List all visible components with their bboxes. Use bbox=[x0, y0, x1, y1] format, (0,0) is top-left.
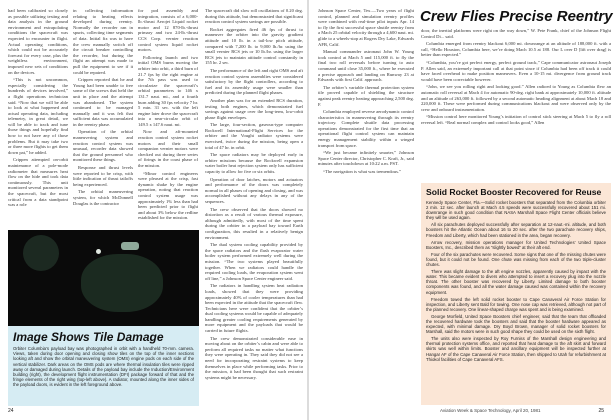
paragraph: “The navigation is what was tremendous.” bbox=[323, 169, 402, 175]
paragraph: The crew demonstrated considerable ease in moving about on the orbiter’s cabin and were able to perform all required tasks no matter what functions they were operating in. They said they did not see a need for incorporating restraint systems to keep themselves in place while performing tasks. Prior to the mission, it had been thought that such restraint systems might be necessary. bbox=[205, 335, 303, 380]
paragraph: The spacecraft did slow roll oscillations of 0.20 deg. during this attitude, but demonstrated that significant reaction control system savings are possible. bbox=[205, 8, 303, 25]
paragraph: The radiators in handling system heat radiation loads, showed that they were providing approximately 40% of cooler temperatures than had been expected in the attitude that the spacecraft flew. Technicians here were confident that the orbiter’s dual cooling systems would be capable of adequately handling greater cooling requirements generated by more equipment and the payloads that would be carried in future flights. bbox=[205, 283, 303, 334]
paragraph: Operation of door latches, motors and actuators and performance of the doors was completely normal in all phases of opening and closing, and was accomplished without any delays in any of the sequences. bbox=[205, 176, 303, 204]
paragraph: Kennedy Space Center, Fla.—Solid rocket boosters that separated from the Columbia orbiter 2 min. 12 sec. after launch at Mach 4.5 speeds were successfully recovered about 151 mi. downrange in such good condition that NASA Marshall Space Flight Center officials believe they will be used again. bbox=[426, 200, 606, 221]
paragraph: Four of the six parachutes were recovered. Some signs that one of the missing chutes were found, but it could not be found. One chute was missing from each of the two triple-cluster chutes. bbox=[426, 251, 606, 268]
paragraph: The units also were inspected by Roy Furniss of the Marshall design engineering and thermal protection systems office, and reported that heat damage to the aft skirt and forward skirts was well within limits. Booster and ancillary equipment will be inspected further at Hangar AF of the Cape Canaveral Air Force Station, then shipped to Utah for refurbishment at Thiokol facilities of Cape Canaveral AFS. bbox=[426, 336, 606, 362]
paragraph: Arrow recovery, mission operations manager for United Technologies’ United Space Boosters, Inc., described them as “slightly bowed” at their aft end. bbox=[426, 239, 606, 250]
paragraph: “John, we see you rolling right and looking good.” Allen radioed to Young as Columbia flew an automatic roll reversal at Mach 4 for automatic 90-deg. right bank at approximately 10,000 ft. altitude and an altitude of 263,000 ft. followed by a second automatic heading alignment at about Mach 18 and 220,000 ft. These were performed during communications blackout and were observed only by the crew and onboard instrumentation. bbox=[421, 84, 611, 112]
left-column-2 bbox=[73, 8, 133, 224]
photo-highlight bbox=[121, 242, 139, 250]
payload-bay-photo bbox=[8, 230, 199, 326]
paragraph: Now and aft-mounted reaction control system rocket motors and their small companion vernier motors were checked out during three series of firings in the coast phase of the mission. bbox=[138, 129, 198, 169]
paragraph: “Minor control engineers were pleased at the crisp, fast dynamic shake by the engine operation, noting that reaction control system usage was approximately 1% less than had been predicted prior to flight and about 3% below the redline established for the mission. bbox=[138, 170, 198, 221]
paragraph: Response and thrust levels were reported to be crisp, with little indication of thrust tailoffs being experienced. bbox=[73, 165, 133, 187]
photo-light-spot bbox=[96, 249, 101, 254]
sidebar-title: Solid Rocket Booster Recovered for Reuse bbox=[426, 187, 602, 197]
paragraph: door, the inertial platforms were right on the way down,” W. Pete Frank, chief of the Johnson Flight Control Di... said. bbox=[421, 28, 611, 39]
sidebar-body bbox=[426, 200, 606, 362]
paragraph: George Morfield, United Space Boosters chief engineer, said that the team that offloaded the recovered hardware took the boosters and said that the booster hardware appeared as expected, with minimal damage. Dry Boyd Brown, manager of solid rocket boosters for Marshall, said the motors were in such good shape they could be used on the sixth flight. bbox=[426, 313, 606, 335]
figure-caption-box bbox=[8, 326, 199, 406]
photo-shadow bbox=[23, 235, 59, 271]
paragraph: The large, four-section, gaseous-type computer Rockwell International-Flight Services for the orbiter and the Vought radiator systems were exercised, twice during the mission, being open a total of 47 hr. in orbit. bbox=[205, 122, 303, 150]
paragraph: There was slight damage to the aft engine nozzles, apparently caused by impact with the water. This became evident to divers who attempted to insert a recovery plug into the nozzle throat. The other booster was recovered by Liberty. Limited damage to both booster components was found, and all the water damage caused was contained within the recovery equipment. bbox=[426, 269, 606, 295]
paragraph: Rocket aggregates fired 46 fps of thrust to maneuver the orbiter into the gravity gradient attitude and 10 lb. in a tail-low pitch attitude, compared with 7,200 lb. to 9,000 lb./hr. using the small vernier RCS jets or 10 lb./hr. using the larger RCS jets to maintain attitude control constantly in 155 hr. 2 sec. bbox=[205, 26, 303, 66]
paragraph: Columbia emerged from reentry blackout 6,000 mi. downrange at an altitude of 188,000 ft. with a call, “Hello Houston, Columbia here, we’re doing Mach 10.5 at 188. Our L over D [lift over drag] is better than expected.” bbox=[421, 41, 611, 58]
paragraph: Crippen reported that he and Young had been unable to free some of the screws that held the unit in place and the attempt was abandoned. The system continued to be managed manually and it was felt that sufficient data was accumulated in the reentry phase. bbox=[73, 77, 133, 127]
paragraph: “Mission control here monitored Young’s initiation of control stick steering at Mach 5 to fly a roll reversal left. “Real normal complex and control looks good,” Allen bbox=[421, 114, 611, 125]
paragraph: Crippen attempted on-orbit maintenance of a pole-mode radiometer that measures heat flow on the hide and took data continuously. This unit monitored several parameters in the spacecraft, but the most critical from a data standpoint was a role bbox=[8, 157, 68, 208]
right-column-1 bbox=[318, 8, 414, 404]
paragraph: Manual commander astronaut John W. Young took control at Mach 5 and 115,000 ft. to fly the final two roll reversals before turning to auto command until close 35,000 ft., where he executed a precise approach and landing on Runway 23 at Edwards with first Calif. approach. bbox=[318, 49, 414, 83]
right-page-number: 25 bbox=[598, 408, 604, 414]
paragraph: “This is not uncommon, especially considering the hundreds of devices involved,” a flight operations technician said. “Now that we will be able to look at what happened and actual operating data, including telemetry, in great detail, we will be able to track and tune those things and hopefully find how to not have any of those problems. But it may take two or three more flights to get them down pat,” he added. bbox=[8, 77, 68, 155]
paragraph: had been calibrated so closely as possible utilizing testing and data analysis in the ground environment and extrapolating conditions the spacecraft was expected to encounter in flight. Actual operating conditions, which could not be accurately forecast for every case, plus the weightless environment, imposed new sets of conditions on the devices. bbox=[8, 8, 68, 75]
paragraph: The crew observed that the doors showed no distortion as a result of various thermal exposure, although admittedly, with most of the time spent during the orbiter in a payload bay toward Earth configuration, this resulted in a relatively benign environment. bbox=[205, 206, 303, 240]
paragraph: The orbital maneuvering system, for which McDonnell Douglas is the contractor bbox=[73, 189, 133, 206]
photo-payload-bay bbox=[81, 254, 163, 312]
paragraph: Johnson Space Center, Tex.—Two years of flight control, planned and simulation reentry profiles were combined with real-time pilot inputs Apr. 14 to fly the first successful space shuttle reentry from a Mach 25 orbital velocity through a 4,600 naut. mi. glide to a wheels-stop at Rogers Dry Lake, Edwards AFB, Calif. bbox=[318, 8, 414, 47]
paragraph: for pod assembly and integration, consists of a 6,000-lb.-thrust Aerojet Liquid rocket motor and 12 870-lb.-thrust primary and two 24-lb.-thrust CCS Corp. vernier reaction control system liquid rocket motors. bbox=[138, 8, 198, 53]
left-column-3 bbox=[138, 8, 198, 224]
paragraph: The space radiators may be deployed early in orbiter missions because the Rockwell expansion water boiler heat rejection system only has sufficient capacity to allow for five or six orbits. bbox=[205, 152, 303, 175]
paragraph bbox=[138, 223, 198, 224]
left-column-4 bbox=[205, 8, 303, 404]
publication-footline: Aviation Week & Space Technology, April 20, 1981 bbox=[440, 408, 541, 413]
figure-caption: Orbiter Columbia’s payload bay was photographed in orbit with a handheld 70-mm. camera. Views, taken during door opening and closing show tiles on the top of the inner sections looking aft and show the orbital maneuvering system (OMS) engine pods on each side of the vertical stabilizer. Dark areas on the OMS pods are where thermal insulation tiles were ripped away or damaged during launch. Details of the payload bay include the Induction/Environment building (right), the development flight instrumentation (DFI) package forward of that and the fringe elements of the right wing (top-left above). A radiator, mounted along the inner sides of the payload doors, is evident in the left foreground above. bbox=[13, 346, 194, 388]
paragraph: “We just became infinitely smarter,” Johnson Space Center director, Christopher C. Kraft, Jr., said minutes after touchdown at 10:22 a.m. PST. bbox=[318, 150, 414, 167]
sidebar-box bbox=[421, 183, 611, 405]
page-gutter bbox=[307, 0, 309, 420]
paragraph: The performance of the left and right OMS and aft reaction control system assemblies were considered satisfactory by the flight controllers, according to fuel and its assembly usage were smaller than predicted during the planned flight phases. bbox=[205, 67, 303, 96]
left-page-number: 24 bbox=[8, 408, 14, 414]
paragraph: “Columbia, you’re got perfect energy, perfect ground track,” Cape communicator astronaut Joseph P. Allen said, an extremely important call at that point since if Columbia had been off track it could have faced overhead to make position maneuvers. Even a 10-15 mi. divergence from ground track would have been correctable however. bbox=[421, 59, 611, 82]
paragraph: The dual system cooling capability provided by the space radiators and the flash evaporator water boiler system performed extremely well during the mission. “The two systems played beautifully together. When we radiators could handle the required cooling loads, the evaporation system went off line,” a Johnson Space Center engineer said. bbox=[205, 242, 303, 281]
left-column-1 bbox=[8, 8, 68, 224]
paragraph: All six parachutes deployed successfully after separation at 12-naut.-mi. altitude, and both boosters hit the Atlantic Ocean about 16 to 20 sec. after the two parachute recovery ships, Freedom and Liberty, which had been stationed in the area, began recovery. bbox=[426, 222, 606, 238]
paragraph: Columbia employed reverse aerodynamic control characteristics in maneuvering through its reentry trajectory. Complete shuttle data processing operations demonstrated for the first time that an operational flight control system can maintain energy management stability within a winged transport from space. bbox=[318, 109, 414, 148]
paragraph: Operation of the orbital maneuvering system and reaction control system was unusual, recorder data showed that the ground personnel who monitored these things. bbox=[73, 129, 133, 163]
paragraph: Freedom towed the left solid rocket booster to Cape Canaveral Air Force Station for inspection, and Liberty sent Bald for towing. One nose cap was retrieved, although not part of the planned recovery. One linear-shaped charge was spent and is being examined. bbox=[426, 296, 606, 312]
paragraph: Following launch and two initial OMS burns moving the orbiter into orbit, a third burn of 21.7 fps by the right engine at the 7th pass was used to circularize the spacecraft’s orbital parameters to 146 x 131.7 naut. mi., and a fourth burn adding 30 fps velocity 7 hr. 5 min. 31 sec. with the left engine later drove the spacecraft into a near-circular orbit of 149.5 x 147.6 naut. mi. bbox=[138, 54, 198, 127]
article-headline: Crew Flies Precise Reentry bbox=[420, 8, 613, 25]
figure-title: Image Shows Tile Damage bbox=[13, 330, 164, 344]
right-column-2 bbox=[421, 28, 611, 178]
paragraph: The orbiter’s variable thermal protection system tile proved capable of shielding the structure against peak reentry heating approaching 2,500 deg. F. bbox=[318, 84, 414, 107]
paragraph: in collecting information relating to heating effects developed during reentry. Normally the recorder ran in spurts, collecting time segments of data. Initial fix was to have the crew manually switch off the circuit breaker controlling the recorder, but during the flight an attempt was made to pull the equipment to see if it could be repaired. bbox=[73, 8, 133, 75]
paragraph: Another plan was for an extended RCS duration, testing both engines, which demonstrated fuel savings against usage over the long-term, low-orbit phase flight envelopes. bbox=[205, 97, 303, 120]
